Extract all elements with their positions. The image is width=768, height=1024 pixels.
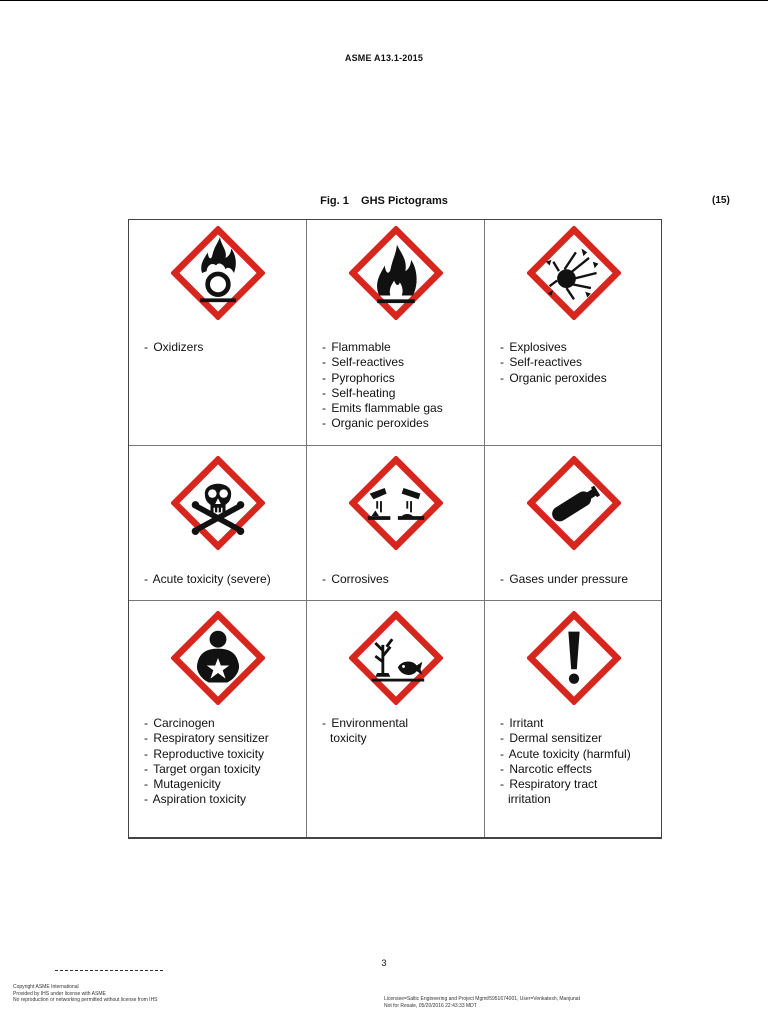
hazard-class-item: - Environmental (322, 716, 409, 730)
scan-mark (55, 970, 163, 973)
hazard-class-item: - Aspiration toxicity (144, 792, 247, 807)
hazard-class-item: - Corrosives (322, 572, 389, 586)
gas-cylinder-icon (527, 456, 621, 550)
hazard-class-item: - Self-reactives (322, 355, 405, 370)
flame-over-circle-icon (171, 226, 265, 320)
figure-revision-tag: (15) (712, 195, 730, 206)
exclamation-mark-icon (527, 611, 621, 705)
cell-corrosives (307, 446, 485, 601)
hazard-class-list (322, 572, 389, 587)
hazard-class-item: - Self-reactives (500, 355, 583, 370)
hazard-class-list (500, 572, 628, 587)
hazard-class-list (144, 716, 269, 808)
hazard-class-item: - Self-heating (322, 385, 396, 400)
hazard-class-item: - Irritant (500, 716, 544, 730)
footer-license: Licensee=Saltic Engineering and Project Mgmt/5951674001, User=Venkatesh, Manjunat Not for Resale, 05/20/2016 22:43:33 MDT (384, 996, 580, 1009)
corrosion-icon (349, 456, 443, 550)
hazard-class-item: - Narcotic effects (500, 761, 592, 776)
hazard-class-item: - Pyrophorics (322, 370, 395, 385)
skull-crossbones-icon (171, 456, 265, 550)
ghs-pictogram-table (128, 219, 662, 839)
hazard-class-item: - Organic peroxides (322, 416, 429, 431)
hazard-class-list (144, 340, 203, 355)
hazard-class-list (322, 716, 408, 747)
hazard-class-item: - Reproductive toxicity (144, 746, 265, 761)
hazard-class-item: - Oxidizers (144, 340, 204, 354)
hazard-class-item: - Explosives (500, 340, 567, 354)
hazard-class-item: - Carcinogen (144, 716, 215, 730)
top-rule (0, 0, 768, 1)
hazard-class-item: - Gases under pressure (500, 572, 629, 586)
exploding-bomb-icon (527, 226, 621, 320)
cell-flammables (307, 220, 485, 446)
hazard-class-list (144, 572, 271, 587)
hazard-class-item: - Organic peroxides (500, 370, 607, 385)
hazard-class-item: - Acute toxicity (severe) (144, 572, 271, 586)
cell-environmental (307, 601, 485, 837)
hazard-class-list (500, 716, 631, 808)
flame-icon (349, 226, 443, 320)
hazard-class-list (322, 340, 443, 432)
hazard-class-item: - Flammable (322, 340, 391, 354)
footer-copyright: Copyright ASME International Provided by IHS under license with ASME No reproduction or networking permitted without license from IHS (13, 984, 158, 1003)
hazard-class-item-continued: irritation (508, 792, 551, 807)
hazard-class-item: - Respiratory tract (500, 777, 598, 792)
hazard-class-item: - Emits flammable gas (322, 401, 443, 416)
health-hazard-icon (171, 611, 265, 705)
figure-title: Fig. 1 GHS Pictograms (320, 195, 448, 207)
hazard-class-list (500, 340, 607, 386)
page-number: 3 (381, 958, 387, 968)
hazard-class-item: - Respiratory sensitizer (144, 731, 269, 746)
hazard-class-item: - Target organ toxicity (144, 761, 261, 776)
cell-gases-under-pressure (485, 446, 661, 601)
document-header: ASME A13.1-2015 (344, 53, 424, 63)
cell-irritant (485, 601, 661, 837)
cell-health-hazard (129, 601, 307, 837)
cell-acute-toxicity (129, 446, 307, 601)
hazard-class-item: - Dermal sensitizer (500, 731, 603, 746)
cell-explosives (485, 220, 661, 446)
cell-oxidizers (129, 220, 307, 446)
hazard-class-item: - Acute toxicity (harmful) (500, 746, 631, 761)
environment-icon (349, 611, 443, 705)
hazard-class-item-continued: toxicity (330, 731, 367, 746)
hazard-class-item: - Mutagenicity (144, 777, 221, 792)
